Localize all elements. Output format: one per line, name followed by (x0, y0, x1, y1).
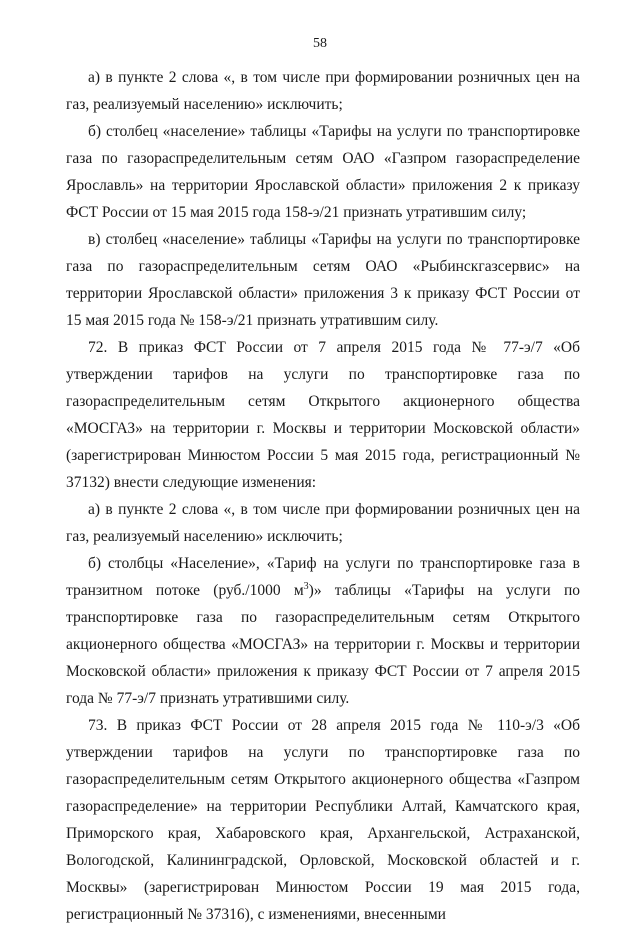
paragraph-6-text-before: б) столбцы «Население», «Тариф на услуги по транспортировке газа в транзитном потоке (руб./1000 м (66, 555, 580, 599)
paragraph-7: 73. В приказ ФСТ России от 28 апреля 2015 года № 110-э/3 «Об утверждении тарифов на услуги по транспортировке газа по газораспределительным сетям Открытого акционерного общества «Газпром газораспределение» на территории Республики Алтай, Камчатского края, Приморского края, Хабаровского края, Архангельской, Астраханской, Вологодской, Калининградской, Орловской, Московской областей и г. Москвы» (зарегистрирован Минюстом России 19 мая 2015 года, регистрационный № 37316), с изменениями, внесенными (66, 717, 580, 923)
paragraph-6-text-after: )» таблицы «Тарифы на услуги по транспортировке газа по газораспределительным сетям Открытого акционерного общества «МОСГАЗ» на территории г. Москвы и территории Московской области» приложения к приказу ФСТ России от 7 апреля 2015 года № 77-э/7 признать утратившими силу. (66, 582, 581, 707)
paragraph-5: а) в пункте 2 слова «, в том числе при формировании розничных цен на газ, реализуемый населению» исключить; (66, 501, 580, 545)
paragraph-4: 72. В приказ ФСТ России от 7 апреля 2015 года № 77-э/7 «Об утверждении тарифов на услуги по транспортировке газа по газораспределительным сетям Открытого акционерного общества «МОСГАЗ» на территории г. Москвы и территории Московской области» (зарегистрирован Минюстом России 5 мая 2015 года, регистрационный № 37132) внести следующие изменения: (66, 339, 580, 491)
paragraph-1: а) в пункте 2 слова «, в том числе при формировании розничных цен на газ, реализуемый населению» исключить; (66, 69, 580, 113)
superscript: 3 (303, 581, 309, 592)
paragraph-2: б) столбец «население» таблицы «Тарифы на услуги по транспортировке газа по газораспределительным сетям ОАО «Газпром газораспределение Ярославль» на территории Ярославской области» приложения 2 к приказу ФСТ России от 15 мая 2015 года 158-э/21 признать утратившим силу; (66, 123, 580, 221)
paragraph-6 (66, 550, 580, 712)
page-number: 58 (313, 36, 327, 51)
document-body (66, 64, 580, 928)
paragraph-3: в) столбец «население» таблицы «Тарифы на услуги по транспортировке газа по газораспределительным сетям ОАО «Рыбинскгазсервис» на территории Ярославской области» приложения 3 к приказу ФСТ России от 15 мая 2015 года № 158-э/21 признать утратившим силу. (66, 231, 580, 329)
